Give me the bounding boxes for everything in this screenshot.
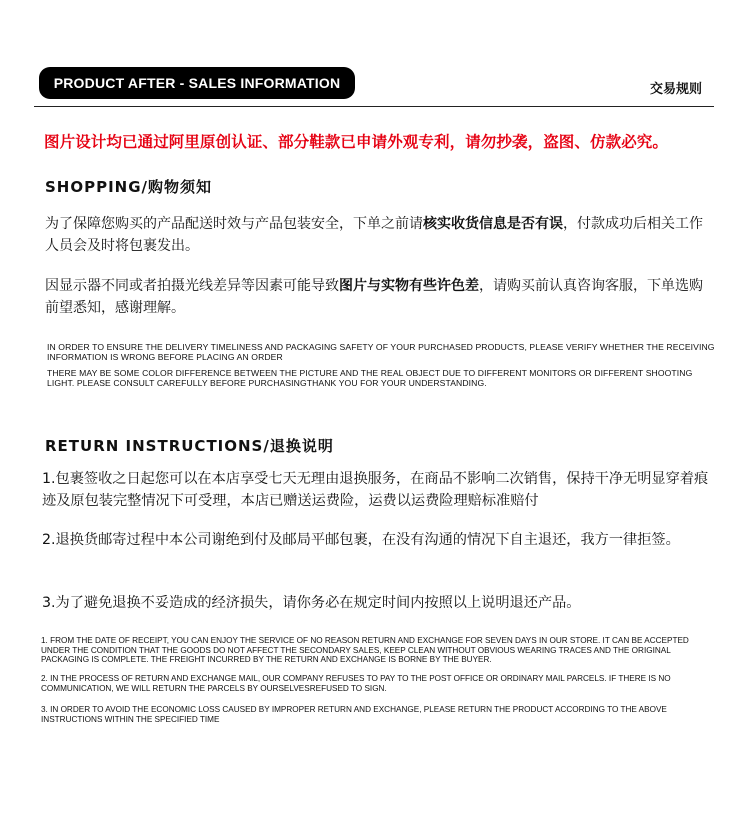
shopping-paragraph-2 [45, 275, 711, 319]
return-section-title: RETURN INSTRUCTIONS/退换说明 [45, 437, 334, 455]
shopping-p1-text-c: ，付款成功后相关工作人员会及时将包裹发出。 [45, 216, 703, 254]
shopping-p2-emphasis: 图片与实物有些许色差 [339, 278, 479, 294]
return-item-1: 1.包裹签收之日起您可以在本店享受七天无理由退换服务，在商品不影响二次销售，保持干净无明显穿着痕迹及原包装完整情况下可受理，本店已赠送运费险，运费以运费险理赔标准赔付 [42, 471, 709, 509]
shopping-english-1: IN ORDER TO ENSURE THE DELIVERY TIMELINESS AND PACKAGING SAFETY OF YOUR PURCHASED PRODUCTS, PLEASE VERIFY WHETHER THE RECEIVING INFORMATION IS WRONG BEFORE PLACING AN ORDER [47, 342, 715, 362]
trade-rules-label: 交易规则 [649, 82, 702, 97]
return-item-2: 2.退换货邮寄过程中本公司谢绝到付及邮局平邮包裹，在没有沟通的情况下自主退还，我方一律拒签。 [42, 532, 680, 548]
return-english-1: 1. FROM THE DATE OF RECEIPT, YOU CAN ENJOY THE SERVICE OF NO REASON RETURN AND EXCHANGE FOR SEVEN DAYS IN OUR STORE. IT CAN BE ACCEPTED UNDER THE CONDITION THAT THE GOODS DO NOT AFFECT THE SECONDARY SALES, KEEP CLEAN WITHOUT OBVIOUS WEARING TRACES AND THE ORIGINAL PACKAGING IS COMPLETE. THE FREIGHT INCURRED BY THE RETURN AND EXCHANGE IS BORNE BY THE BUYER. [41, 636, 689, 665]
shopping-p1-emphasis: 核实收货信息是否有误 [423, 216, 563, 232]
shopping-p2-text-c: ，请购买前认真咨询客服，下单选购前望悉知，感谢理解。 [45, 278, 703, 316]
shopping-paragraph-1 [45, 213, 711, 257]
copyright-notice: 图片设计均已通过阿里原创认证、部分鞋款已申请外观专利，请勿抄袭，盗图、仿款必究。 [44, 133, 669, 151]
return-item-3: 3.为了避免退换不妥造成的经济损失，请你务必在规定时间内按照以上说明退还产品。 [42, 595, 581, 611]
shopping-p1-text-a: 为了保障您购买的产品配送时效与产品包装安全，下单之前请 [45, 216, 423, 232]
page-header-title: PRODUCT AFTER - SALES INFORMATION [39, 67, 355, 99]
header-divider [34, 106, 714, 107]
return-english-2: 2. IN THE PROCESS OF RETURN AND EXCHANGE MAIL, OUR COMPANY REFUSES TO PAY TO THE POST OFFICE OR ORDINARY MAIL PARCELS. IF THERE IS NO COMMUNICATION, WE WILL RETURN THE PARCELS BY OURSELVESREFUSED TO SIGN. [41, 674, 671, 693]
shopping-english-2: THERE MAY BE SOME COLOR DIFFERENCE BETWEEN THE PICTURE AND THE REAL OBJECT DUE TO DIFFERENT MONITORS OR DIFFERENT SHOOTING LIGHT. PLEASE CONSULT CAREFULLY BEFORE PURCHASINGTHANK YOU FOR YOUR UNDERSTANDING. [47, 368, 693, 388]
return-english-3: 3. IN ORDER TO AVOID THE ECONOMIC LOSS CAUSED BY IMPROPER RETURN AND EXCHANGE, PLEASE RETURN THE PRODUCT ACCORDING TO THE ABOVE INSTRUCTIONS WITHIN THE SPECIFIED TIME [41, 705, 667, 724]
shopping-section-title: SHOPPING/购物须知 [45, 178, 213, 196]
shopping-p2-text-a: 因显示器不同或者拍摄光线差异等因素可能导致 [45, 278, 339, 294]
